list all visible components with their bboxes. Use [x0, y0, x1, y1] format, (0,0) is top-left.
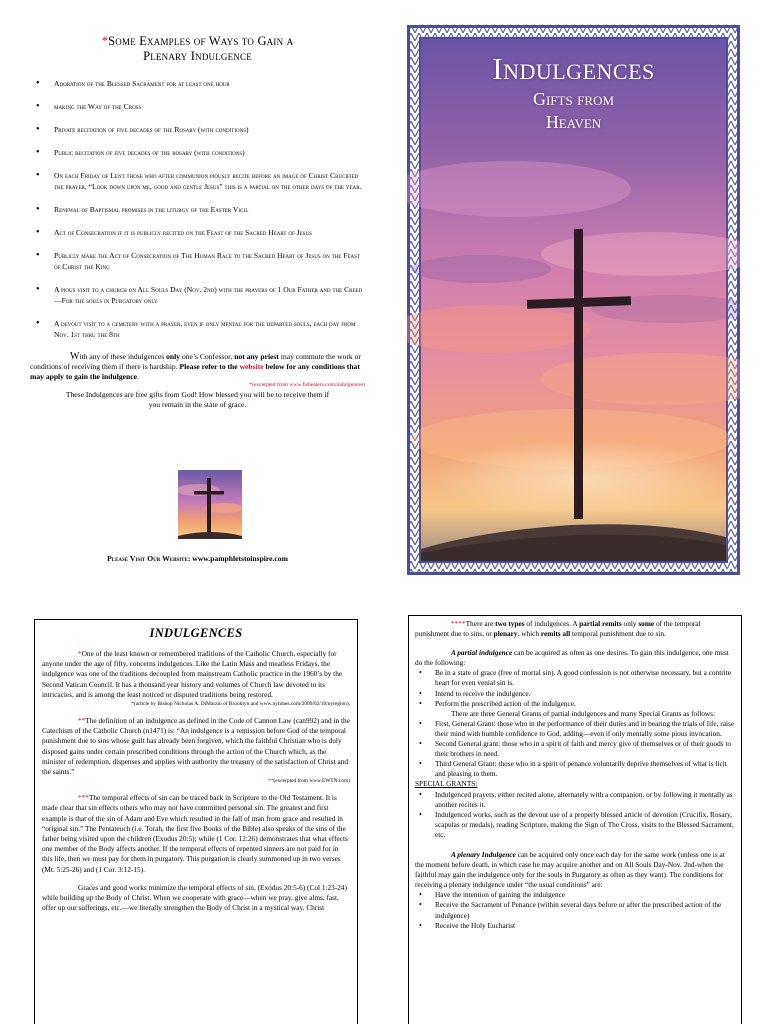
list-item: • Receive the Holy Eucharist	[415, 921, 735, 931]
paragraph-text: The definition of an indulgence as defined in the Code of Cannon Law (can992) and in the Catechism of the Catholic Church (n1471) is: “An indulgence is a remission before God of the temporal punishment due to sins whose guilt has already been forgiven, which the faithful Christian who is duly disposed gains under certain prescribed conditions through the action of the Church which, as the minister of redemption, dispenses and applies with authority the treasury of the satisfaction of Christ and the saints.”	[42, 716, 350, 777]
plenary-lead: A plenary Indulgence	[451, 849, 516, 859]
intro-title: INDULGENCES	[149, 626, 243, 640]
website-url-link[interactable]: www.pamphletstoinspire.com	[192, 554, 288, 563]
cross-thumbnail-image	[178, 470, 242, 539]
paragraph-text: The temporal effects of sin can be traced back in Scripture to the Old Testament. It is made clear that sin effects others who may not have committed personal sin. The greatest and first example is that of the sin of Adam and Eve which resulted in the fall of man from grace and resulted in “original sin.” The Pentateuch (i.e. Torah, the first five Books of the Bible) also speaks of the sins of the father being visited upon the children (Exodus 20:5); while (1 Cor. 12:26) demonstrates that what effects one member of the Body affects another. If the temporal effects of repented sinners are not paid for in this life, then we must pay for them in purgatory. This purgation is clearly summoned up in two verses (Mt. 5:25-26) and (1 Cor. 3:12-15).	[42, 793, 348, 874]
text: , which	[517, 629, 541, 639]
plenary-examples-list	[30, 78, 365, 340]
text: of indulgences. A	[524, 619, 580, 628]
visit-label: Please Visit Our Website:	[107, 554, 193, 563]
footnote-marker: ***	[78, 793, 89, 803]
plenary-conditions-list	[415, 890, 735, 930]
para-text: one’s Confessor,	[180, 352, 235, 361]
list-item: • A devout visit to a cemetery with a prayer, even if only mental for the departed souls, each day from Nov. 1st thru the 8th	[30, 318, 365, 340]
para-not-any-priest: not any priest	[234, 352, 279, 361]
text: some	[638, 619, 655, 628]
intro-paragraph-2	[42, 716, 350, 777]
para-only: only	[166, 352, 181, 361]
text: can be acquired as often as one desires. To gain this indulgence, one must do the following:	[415, 648, 729, 668]
para-text: below for any conditions that may apply to gain the indulgence	[30, 362, 360, 381]
intro-paragraph-1	[42, 649, 350, 700]
list-item: • Perform the prescribed action of the indulgence.	[415, 699, 735, 709]
title-line-2: Plenary Indulgence	[143, 49, 252, 63]
general-grants-intro: There are three General Grants of partial indulgences and many Special Grants as follows:	[451, 708, 716, 718]
types-paragraph	[415, 619, 735, 639]
drop-letter: W	[70, 351, 80, 362]
partial-lead: A partial indulgence	[451, 648, 513, 658]
list-item: • Adoration of the Blessed Sacrament for at least one hour	[30, 78, 365, 89]
text: only	[621, 619, 639, 628]
confessor-paragraph	[30, 352, 365, 382]
footnote-marker: **	[268, 778, 274, 785]
footnote-marker: **	[78, 716, 86, 726]
special-grants-heading: SPECIAL GRANTS:	[415, 779, 478, 789]
text: plenary	[493, 629, 518, 639]
free-gifts-text: These Indulgences are free gifts from God! How blessed you will be to receive them if you remain in the state of grace.	[65, 390, 330, 409]
footnote-marker: *	[78, 649, 82, 658]
cover-panel	[407, 25, 740, 575]
para-text: may commute the work or conditions of receiving them if there is hardship.	[30, 352, 361, 371]
list-item: • Second General grant: those who in a spirit of faith and mercy give of themselves or of their goods to their brothers in need.	[415, 739, 735, 759]
list-item: • Private recitation of five decades of the Rosary (with conditions)	[30, 124, 365, 135]
text: of the temporal punishment due to sins, or	[415, 619, 701, 639]
list-item: • Indulgenced works, such as the devout use of a properly blessed article of devotion (Crucifix, Rosary, scapulas or medals), reading Scripture, making the Sign of The Cross, visits to the Blessed Sacrament, etc.	[415, 810, 735, 840]
title-line-1: Some Examples of Ways to Gain a	[108, 34, 294, 48]
plenary-indulgence-paragraph	[415, 850, 735, 890]
list-item: • A pious visit to a church on All Souls Day (Nov. 2nd) with the prayers of 1 Our Father and the Creed—For the souls in Purgatory only	[30, 284, 365, 306]
list-item: • Publicly make the Act of Consecration of The Human Race to the Sacred Heart of Jesus on the Feast of Christ the King	[30, 250, 365, 272]
list-item: • Intend to receive the indulgence.	[415, 689, 735, 699]
list-item: • Receive the Sacrament of Penance (within several days before or after the prescribed action of the indulgence)	[415, 900, 735, 920]
title-asterisk: *	[101, 34, 109, 48]
source-citation: *(excerpted from www.fisheaters.com/indulgences)	[249, 382, 365, 388]
list-item: • making the Way of the Cross	[30, 101, 365, 112]
partial-indulgence-paragraph	[415, 648, 735, 668]
cover-title: Indulgences	[492, 51, 655, 86]
text: temporal punishment due to sin.	[570, 629, 666, 639]
list-item: • First, General Grant: those who in the performance of their duties and in bearing the trials of life, raise their mind with humble confidence to God, adding—even if only mentally some pious invocation.	[415, 719, 735, 739]
list-item: • Act of Consecration if it is publicly recited on the Feast of the Sacred Heart of Jesus	[30, 227, 365, 238]
plenary-examples-title	[30, 34, 365, 64]
list-item: • Be in a state of grace (free of mortal sin). A good confession is not otherwise necessary, but a contrite heart for even venial sin is.	[415, 668, 735, 688]
general-grants-list	[415, 719, 735, 780]
cover-subtitle-line-1: Gifts from	[532, 89, 615, 109]
website-line	[30, 554, 365, 563]
para-please: Please refer to the	[179, 362, 240, 371]
para-text: ith any of these indulgences	[79, 352, 167, 361]
special-grants-list	[415, 790, 735, 840]
text: two types	[495, 619, 525, 628]
text: remits all	[540, 629, 571, 639]
source-citation: *(article by Bishop Nicholas A. DiMarzio of Brooklyn and www.nytimes.com/2009/02/10/nyregion).	[131, 701, 350, 708]
cross-thumbnail-icon	[178, 470, 242, 539]
intro-paragraph-3	[42, 793, 350, 875]
list-item: • Have the intention of gaining the indulgence	[415, 890, 735, 900]
plenary-examples-panel	[30, 30, 365, 570]
text: can be acquired only once each day for the same work (unless one is at the moment before death, in which case he may acquire another and on All Souls Day-Nov. 2nd-when the faithful may gain the indulgence only for the souls in Purgatory as often as they want). The conditions for receiving a plenary indulgence under “the usual conditions” are:	[415, 849, 725, 890]
partial-requirements-list	[415, 668, 735, 708]
list-item: • Indulgenced prayers, either recited alone, alternately with a companion, or by following it mentally as another recites it.	[415, 790, 735, 810]
footnote-marker: ****	[451, 619, 466, 628]
text: partial remits	[579, 619, 622, 628]
indulgence-types-box	[408, 615, 742, 1024]
citation-text: (excerpted from www.EWTN.com)	[273, 778, 350, 785]
para-text: .	[136, 372, 139, 381]
list-item: • Third General Grant: those who in a spirit of penance voluntarily deprive themselves of what is licit and pleasing to them.	[415, 759, 735, 779]
indulgences-intro-box	[34, 619, 358, 1024]
intro-paragraph-4: Graces and good works minimize the temporal effects of sin, (Exodus 20:5-6) (Col 1:23-24) while building up the Body of Christ. When we cooperate with grace—when we pray, give alms, fast, offer up our sufferings, etc.—we literally strengthen the Body of Christ in a mystical way. Christ	[42, 882, 347, 913]
cover-subtitle-line-2: Heaven	[545, 112, 602, 132]
text: There are	[465, 619, 496, 628]
paragraph-text: One of the least known or remembered traditions of the Catholic Church, especially for anyone under the age of fifty, concerns indulgences. Like the Latin Mass and meatless Fridays, the indulgence was one of the traditions decoupled from mainstream Catholic practice in the 1960’s by the Second Vatican Council. It has a thousand year history and volumes of Church law devoted to its intricacies, and is among the least noticed or disputed traditions being restored.	[42, 649, 343, 699]
list-item: • Public recitation of five decades of the rosary (with conditions)	[30, 147, 365, 158]
source-citation	[42, 777, 350, 785]
list-item: • On each Friday of Lent those who after communion piously recite before an image of Christ Crucified the prayer, “Look down upon me, good and gentle Jesus” this is a partial on the other days of the year.	[30, 170, 365, 192]
website-link[interactable]: website	[239, 362, 264, 371]
list-item: • Renewal of Baptismal promises in the liturgy of the Easter Vigil	[30, 204, 365, 215]
